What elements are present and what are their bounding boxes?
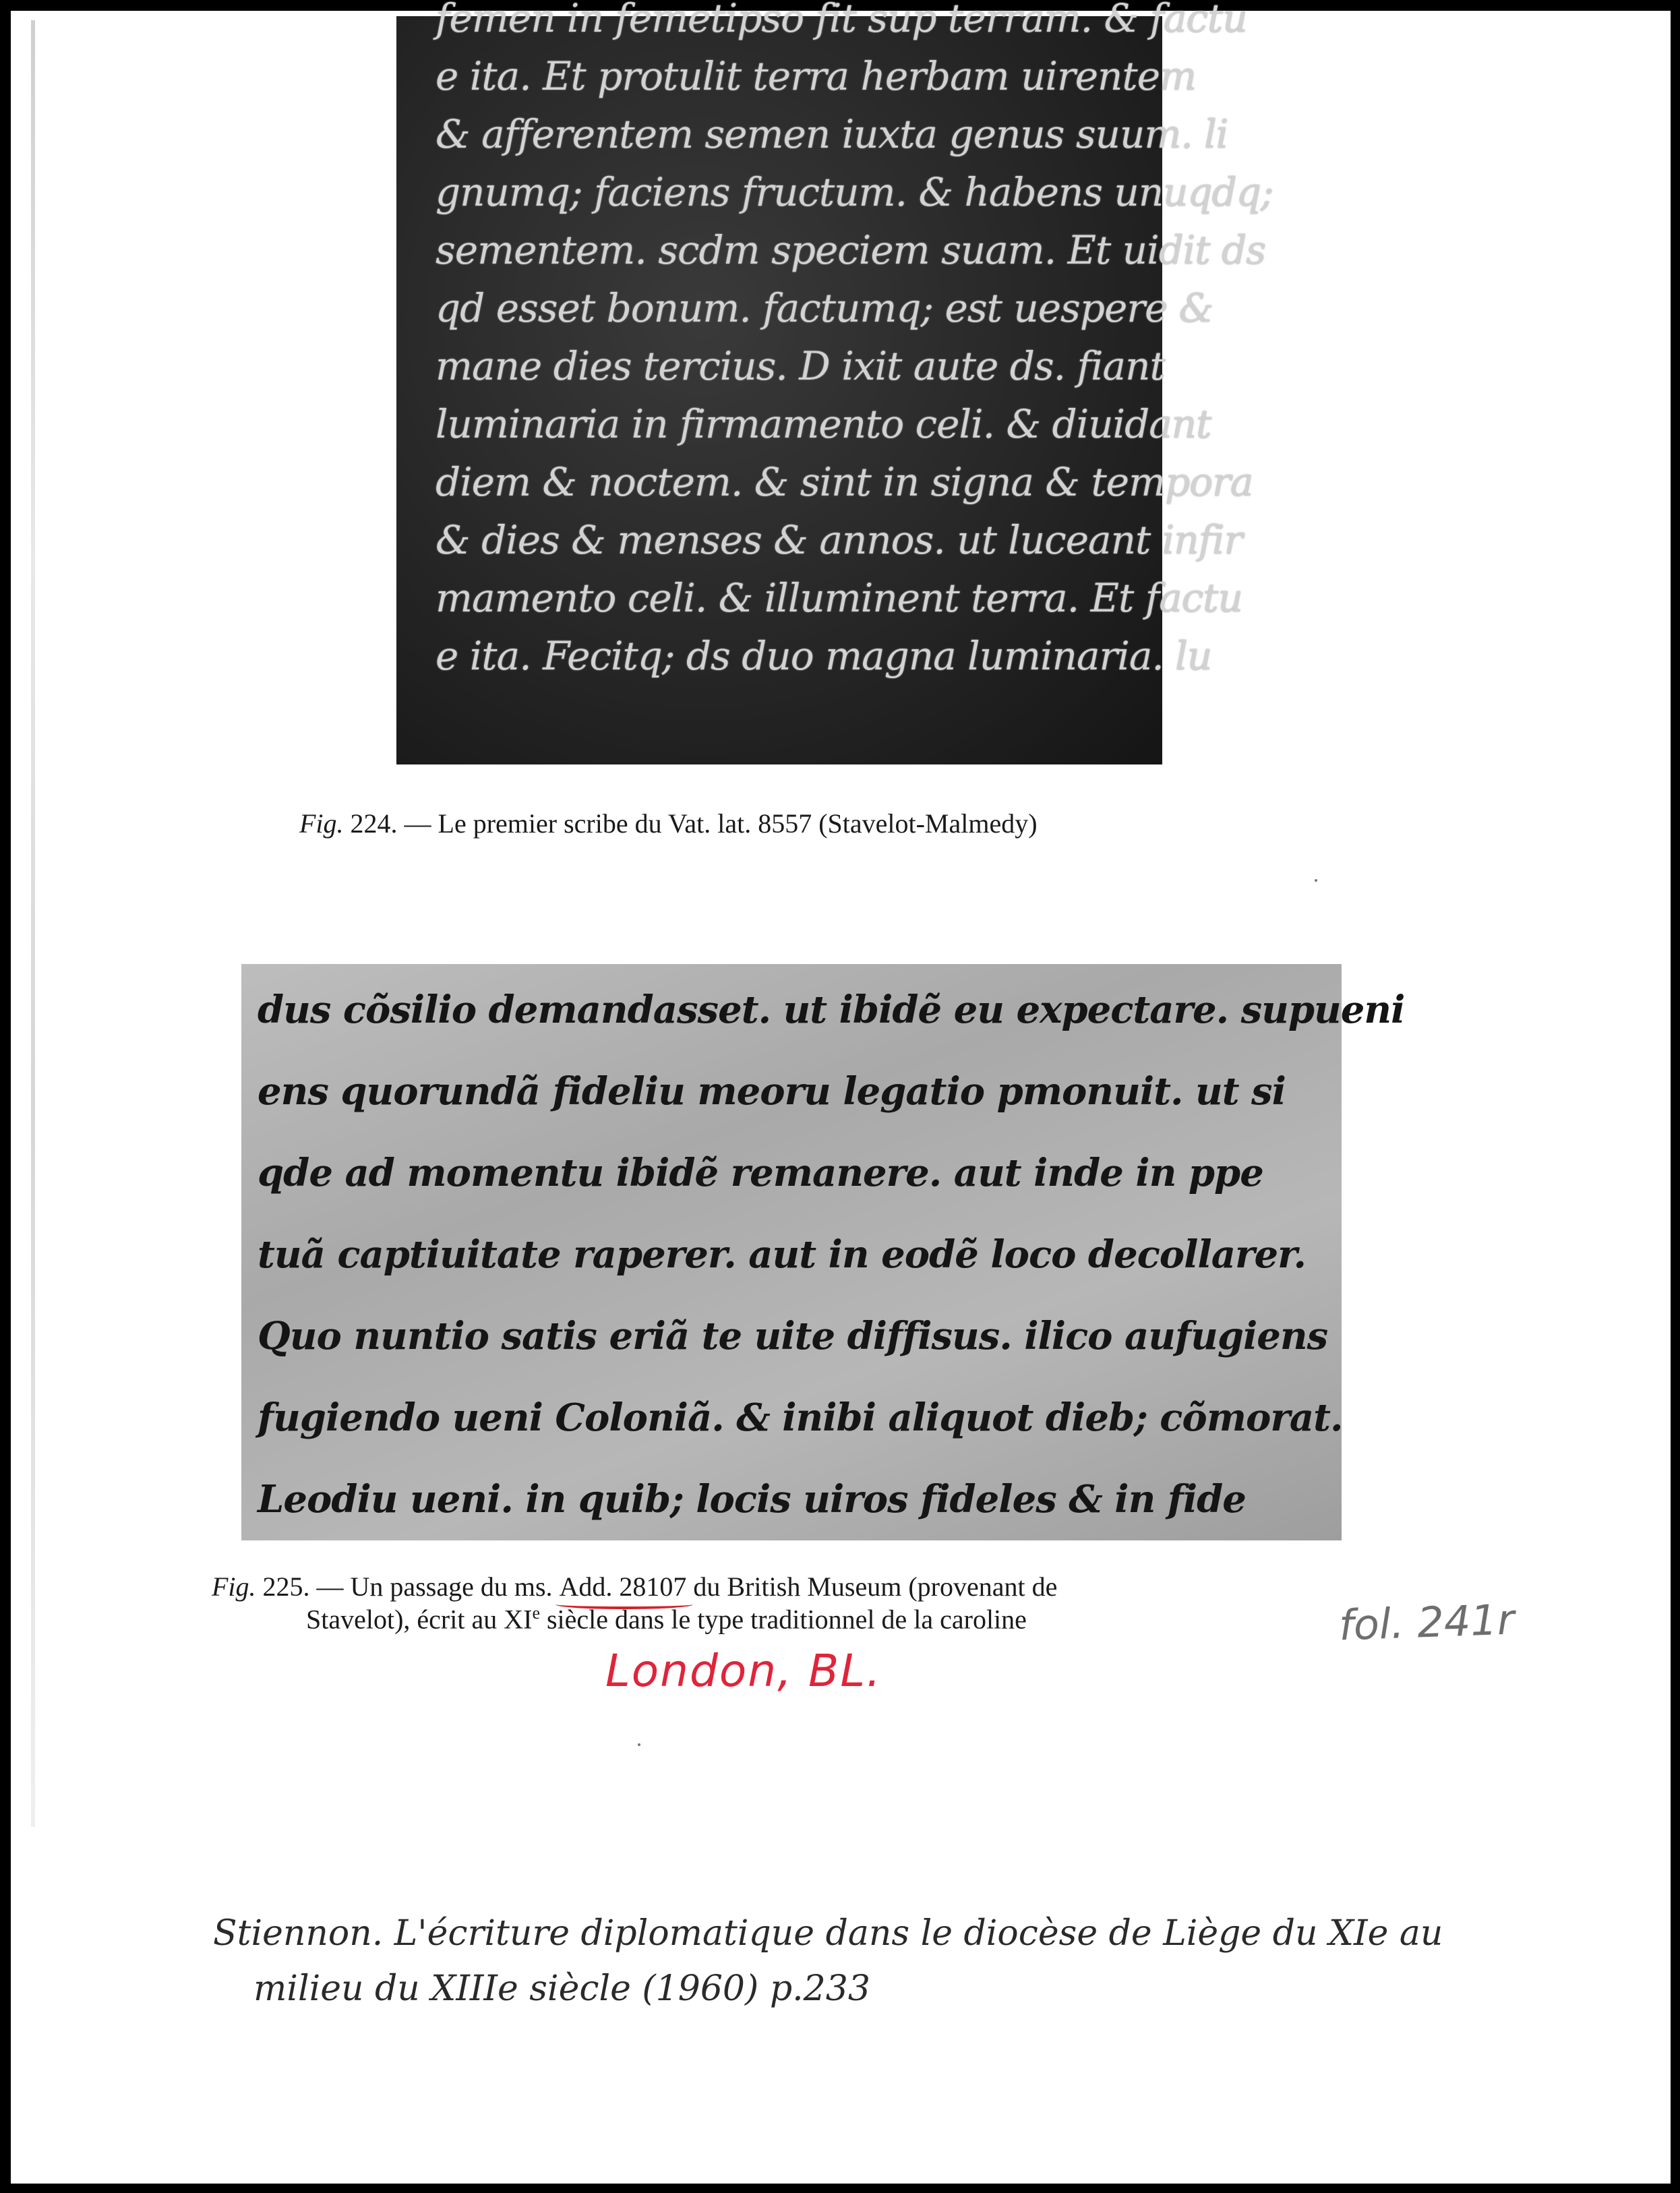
caption-fig-label: Fig. <box>299 808 344 839</box>
manuscript-line: tuã captiuitate raperer. aut in eodẽ loco decollarer. <box>258 1232 1306 1277</box>
scan-speck <box>1315 879 1317 882</box>
caption-text: du British Museum (provenant de <box>693 1571 1058 1602</box>
manuscript-line: qd esset bonum. factumq; est uespere & <box>436 285 1213 331</box>
handwritten-reference-line2: milieu du XIIIe siècle (1960) p.233 <box>253 1969 870 2009</box>
manuscript-line: luminaria in firmamento celi. & diuidant <box>436 401 1211 447</box>
handwritten-reference-line1: Stiennon. L'écriture diplomatique dans le diocèse de Liège du XIe au <box>213 1913 1443 1954</box>
red-handwritten-note: London, BL. <box>605 1645 882 1697</box>
figure-225-caption-line2 <box>306 1603 1027 1635</box>
manuscript-line: diem & noctem. & sint in signa & tempora <box>436 459 1253 505</box>
binding-edge-shadow <box>31 20 35 1827</box>
manuscript-line: Quo nuntio satis eriã te uite diffisus. ilico aufugiens <box>258 1314 1328 1358</box>
caption-text: 225. — Un passage du ms. <box>262 1571 553 1602</box>
manuscript-line: & dies & menses & annos. ut luceant infir <box>436 517 1242 563</box>
manuscript-line: femen in femetipso fit sup terram. & factu <box>436 0 1247 41</box>
scan-speck <box>638 1743 640 1746</box>
manuscript-line: e ita. Fecitq; ds duo magna luminaria. lu <box>436 633 1212 679</box>
manuscript-line: mamento celi. & illuminent terra. Et factu <box>436 575 1242 621</box>
manuscript-shelfmark: Add. 28107 <box>560 1571 687 1602</box>
figure-225-caption-line1 <box>212 1571 1057 1602</box>
manuscript-line: ens quorundã fideliu meoru legatio pmonuit. ut si <box>258 1069 1286 1114</box>
manuscript-line: & afferentem semen iuxta genus suum. li <box>436 111 1228 157</box>
caption-text: siècle dans le type traditionnel de la caroline <box>546 1604 1027 1635</box>
caption-text: Stavelot), écrit au XI <box>306 1604 533 1635</box>
manuscript-line: qde ad momentu ibidẽ remanere. aut inde in ppe <box>258 1151 1263 1195</box>
manuscript-line: e ita. Et protulit terra herbam uirentem <box>436 53 1197 99</box>
figure-225-manuscript-image <box>241 964 1405 1540</box>
caption-superscript: e <box>532 1603 540 1623</box>
caption-fig-label: Fig. <box>212 1571 256 1602</box>
manuscript-line: sementem. scdm speciem suam. Et uidit ds <box>436 227 1265 273</box>
figure-224-manuscript-image <box>396 0 1273 764</box>
manuscript-line: Leodiu ueni. in quib; locis uiros fideles & in fide <box>258 1477 1246 1522</box>
manuscript-line: dus cõsilio demandasset. ut ibidẽ eu expectare. supueni <box>258 988 1405 1032</box>
caption-text: 224. — Le premier scribe du Vat. lat. 8557 (Stavelot-Malmedy) <box>350 808 1038 839</box>
manuscript-line: fugiendo ueni Coloniã. & inibi aliquot dieb; cõmorat. <box>258 1395 1343 1440</box>
manuscript-line: gnumq; faciens fructum. & habens unuqdq; <box>436 169 1273 215</box>
manuscript-line: mane dies tercius. D ixit aute ds. fiant <box>436 343 1165 389</box>
figure-224-caption <box>299 808 1038 839</box>
pencil-folio-note: fol. 241r <box>1338 1594 1516 1650</box>
